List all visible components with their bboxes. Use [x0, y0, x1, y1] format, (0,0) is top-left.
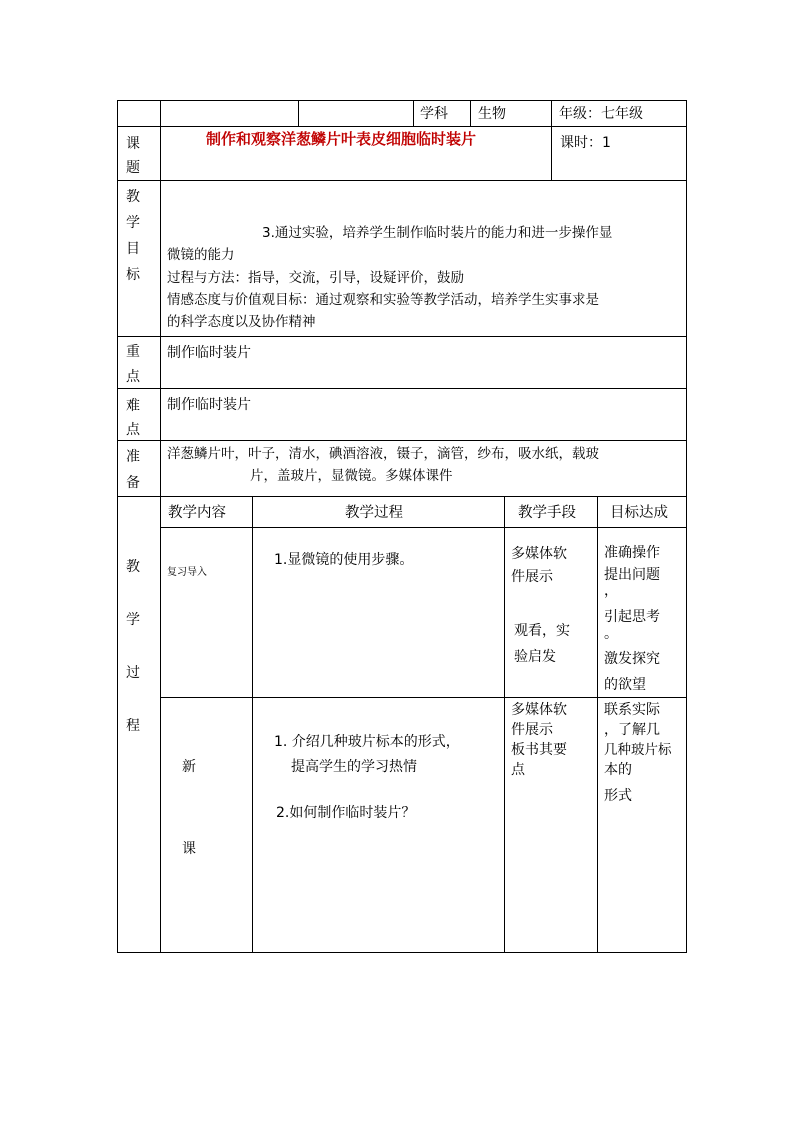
column-header: 目标达成	[610, 505, 668, 521]
objectives-label-char: 目	[126, 241, 140, 257]
difficulty-text: 制作临时装片	[167, 397, 251, 413]
row1-means-line: 验启发	[514, 649, 556, 665]
keypoint-label-char: 点	[126, 369, 140, 385]
row1-goal-line: 的欲望	[604, 677, 646, 693]
row1-means-line: 件展示	[511, 569, 553, 585]
objective-line: 3.通过实验，培养学生制作临时装片的能力和进一步操作显	[262, 225, 613, 241]
preparation-label-char: 备	[126, 475, 140, 491]
keypoint-text: 制作临时装片	[167, 345, 251, 361]
column-header: 教学手段	[518, 505, 576, 521]
row1-goal-line: 引起思考	[604, 609, 660, 625]
row2-goal-line: ，了解几	[604, 722, 660, 738]
column-header: 教学内容	[168, 505, 226, 521]
objective-line: 的科学态度以及协作精神	[167, 314, 316, 330]
process-label-char: 过	[126, 665, 140, 681]
subject-value: 生物	[478, 106, 506, 122]
row2-means-line: 件展示	[511, 722, 553, 738]
process-label-char: 学	[126, 612, 140, 628]
topic-label-char: 题	[126, 160, 140, 176]
row1-goal-line: ，	[604, 583, 618, 599]
difficulty-label-char: 难	[126, 398, 140, 414]
preparation-line: 片，盖玻片，显微镜。多媒体课件	[250, 468, 453, 484]
row2-goal-line: 本的	[604, 762, 632, 778]
process-label-char: 程	[126, 718, 140, 734]
row1-goal-line: 提出问题	[604, 567, 660, 583]
topic-label-char: 课	[126, 136, 140, 152]
objectives-label-char: 学	[126, 215, 140, 231]
row2-means-line: 点	[511, 762, 525, 778]
row2-means-line: 多媒体软	[511, 702, 567, 718]
row1-goal-line: 。	[604, 626, 618, 642]
difficulty-label-char: 点	[126, 422, 140, 438]
objective-line: 情感态度与价值观目标：通过观察和实验等教学活动，培养学生实事求是	[167, 292, 599, 308]
row2-means-line: 板书其要	[511, 742, 567, 758]
row2-content-char: 新	[182, 759, 196, 775]
row1-means-line: 观看，实	[514, 623, 570, 639]
lesson-title: 制作和观察洋葱鳞片叶表皮细胞临时装片	[206, 130, 477, 148]
row2-content-char: 课	[182, 841, 196, 857]
preparation-line: 洋葱鳞片叶，叶子，清水，碘酒溶液，镊子，滴管，纱布，吸水纸，载玻	[167, 446, 599, 462]
row1-goal-line: 准确操作	[604, 545, 660, 561]
row2-goal-line: 形式	[604, 788, 632, 804]
row2-process-line: 1. 介绍几种玻片标本的形式，	[274, 734, 460, 750]
grade-label: 年级：七年级	[559, 106, 643, 122]
keypoint-label-char: 重	[126, 344, 140, 360]
objectives-label-char: 教	[126, 189, 140, 205]
row1-content: 复习导入	[167, 567, 207, 578]
row1-process: 1.显微镜的使用步骤。	[274, 552, 414, 568]
objective-line: 过程与方法：指导，交流，引导，设疑评价，鼓励	[167, 270, 464, 286]
objective-line: 微镜的能力	[167, 247, 235, 263]
lesson-period: 课时：1	[560, 135, 611, 151]
row1-goal-line: 激发探究	[604, 651, 660, 667]
column-header: 教学过程	[345, 505, 403, 521]
row2-process-line: 提高学生的学习热情	[291, 759, 417, 775]
row2-goal-line: 联系实际	[604, 702, 660, 718]
row1-means-line: 多媒体软	[511, 546, 567, 562]
preparation-label-char: 准	[126, 449, 140, 465]
row2-goal-line: 几种玻片标	[604, 742, 672, 758]
subject-label: 学科	[420, 106, 448, 122]
objectives-label-char: 标	[126, 267, 140, 283]
process-label-char: 教	[126, 559, 140, 575]
row2-process-line: 2.如何制作临时装片？	[276, 805, 416, 821]
